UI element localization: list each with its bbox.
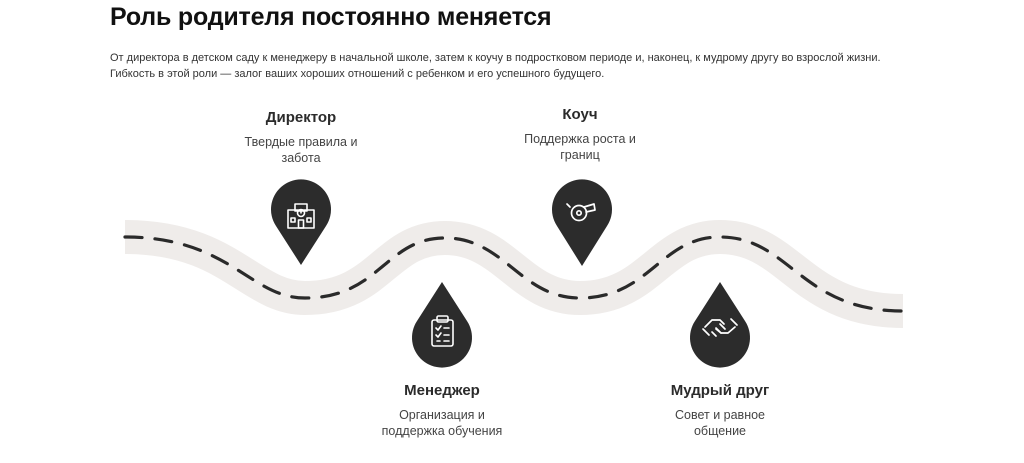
pin-marker bbox=[412, 282, 472, 368]
pin-coach bbox=[552, 179, 612, 266]
role-name: Мудрый друг bbox=[670, 382, 770, 399]
role-description: Твердые правила и забота bbox=[244, 135, 358, 165]
role-description: Поддержка роста и границ bbox=[524, 132, 636, 162]
subtitle-line-1: От директора в детском саду к менеджеру в начальной школе, затем к коучу в подростковом периоде и, наконец, к мудрому другу во взрослой жизни. bbox=[110, 52, 881, 64]
pin-marker bbox=[552, 179, 612, 266]
pin-wise-friend bbox=[690, 282, 750, 368]
role-director bbox=[201, 109, 401, 166]
pin-manager bbox=[412, 282, 472, 368]
role-name: Менеджер bbox=[404, 382, 480, 399]
role-coach bbox=[480, 106, 680, 163]
role-manager bbox=[342, 382, 542, 439]
role-name: Коуч bbox=[562, 106, 598, 123]
pin-director bbox=[271, 179, 331, 265]
role-wise-friend bbox=[620, 382, 820, 439]
role-name: Директор bbox=[265, 109, 337, 126]
subtitle-line-2: Гибкость в этой роли — залог ваших хороших отношений с ребенком и его успешного будущего. bbox=[110, 68, 605, 80]
role-description: Совет и равное общение bbox=[674, 408, 766, 438]
role-description: Организация и поддержка обучения bbox=[381, 408, 503, 438]
pin-marker bbox=[271, 179, 331, 265]
page-title: Роль родителя постоянно меняется bbox=[110, 3, 552, 31]
